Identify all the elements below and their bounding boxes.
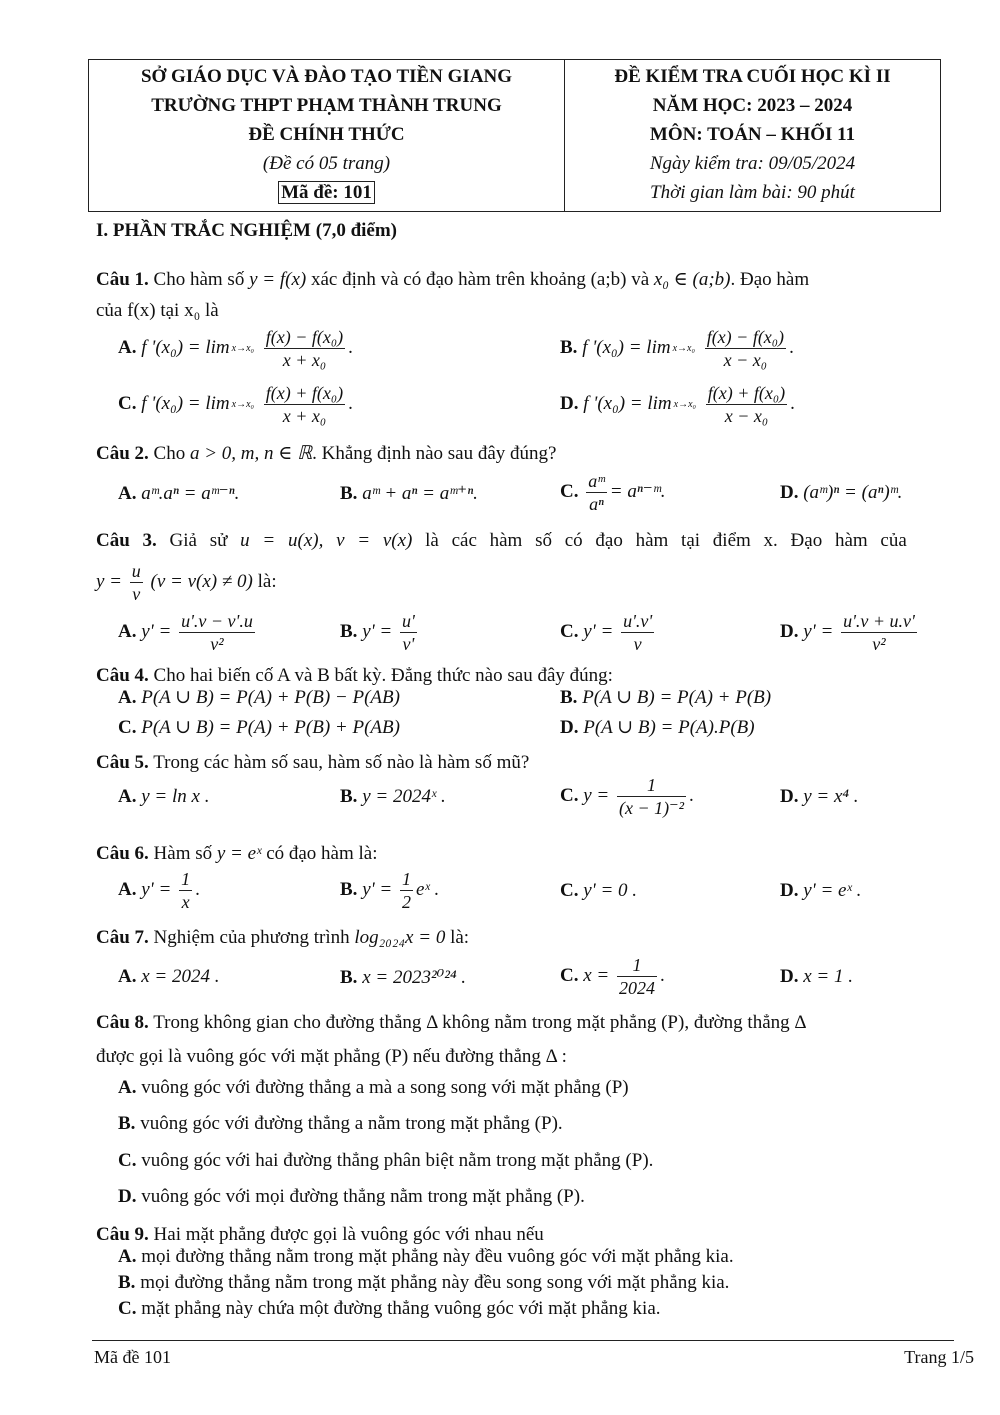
q9-option-a[interactable] <box>118 1246 734 1268</box>
option-letter: C. <box>560 480 579 502</box>
option-letter: D. <box>780 620 799 642</box>
option-text: vuông góc với đường thẳng a mà a song song với mặt phẳng (P) <box>141 1077 629 1098</box>
denominator: v <box>132 584 141 604</box>
math-expr: y' = <box>141 878 172 900</box>
question-text: Giả sử <box>169 530 228 551</box>
punct: . <box>348 336 353 358</box>
denominator: aⁿ <box>589 494 604 514</box>
math-expr: y = 2024ˣ . <box>362 786 446 807</box>
question-text: Hai mặt phẳng được gọi là vuông góc với nhau nếu <box>153 1224 544 1245</box>
fraction <box>179 868 192 913</box>
math-expr: P(A ∪ B) = P(A) + P(B) − P(AB) <box>141 687 400 708</box>
punct: . <box>790 392 795 414</box>
math-expr: y' = <box>362 878 393 900</box>
option-letter: D. <box>560 717 579 738</box>
option-text: mặt phẳng này chứa một đường thẳng vuông góc với mặt phẳng kia. <box>141 1298 661 1319</box>
q8-option-a[interactable] <box>118 1077 629 1099</box>
fraction <box>706 382 787 427</box>
q1-option-d[interactable] <box>560 382 795 427</box>
denominator: x + x₀ <box>282 406 327 426</box>
question-8 <box>96 1009 954 1036</box>
question-label: Câu 4. <box>96 665 149 686</box>
q5-option-a[interactable] <box>118 786 209 808</box>
math-expr: f '(x₀) = lim <box>141 336 230 358</box>
option-letter: D. <box>118 1186 137 1207</box>
school-name: TRƯỜNG THPT PHẠM THÀNH TRUNG <box>151 95 502 116</box>
denominator: x + x₀ <box>282 350 327 370</box>
question-text: Cho <box>153 443 186 464</box>
question-3-cont <box>96 560 277 605</box>
math-expr: a > 0, m, n ∈ ℝ <box>189 443 313 464</box>
denominator: x <box>181 892 190 912</box>
option-letter: A. <box>118 966 137 987</box>
numerator: f(x) + f(x₀) <box>265 383 344 403</box>
question-text: Cho hai biến cố A và B bất kỳ. Đẳng thức nào sau đây đúng: <box>153 665 613 686</box>
lim-subscript: x→x₀ <box>231 398 254 410</box>
math-expr: y' = eˣ . <box>803 880 862 901</box>
school-year: NĂM HỌC: 2023 – 2024 <box>652 95 853 116</box>
fraction <box>264 382 345 427</box>
q4-option-d[interactable] <box>560 716 755 739</box>
footer-divider <box>92 1340 954 1341</box>
fraction <box>617 774 686 819</box>
math-expr: x₀ ∈ (a;b) <box>653 269 731 290</box>
denominator: 2 <box>402 892 412 912</box>
math-expr: P(A ∪ B) = P(A) + P(B) <box>582 687 772 708</box>
math-expr: eˣ . <box>416 878 440 900</box>
punct: . <box>689 784 694 806</box>
q7-option-c[interactable] <box>560 954 665 999</box>
lim-subscript: x→x₀ <box>672 342 695 354</box>
fraction <box>400 610 417 655</box>
option-letter: D. <box>780 966 799 987</box>
question-text: Hàm số <box>153 843 213 864</box>
option-letter: B. <box>340 483 358 504</box>
numerator: 1 <box>181 869 191 889</box>
question-2 <box>96 440 954 467</box>
q4-option-c[interactable] <box>118 716 400 739</box>
question-text: Cho hàm số <box>153 269 245 290</box>
option-letter: C. <box>560 880 579 901</box>
question-7 <box>96 924 954 951</box>
option-letter: A. <box>118 786 137 807</box>
math-expr: y' = <box>362 620 393 642</box>
math-expr: y = x⁴ . <box>803 786 859 807</box>
option-letter: D. <box>780 786 799 807</box>
punct: . <box>789 336 794 358</box>
section-title: I. PHẦN TRẮC NGHIỆM (7,0 điểm) <box>96 220 398 241</box>
option-text: vuông góc với mọi đường thẳng nằm trong mặt phẳng (P). <box>141 1186 585 1207</box>
denominator: x − x₀ <box>724 406 769 426</box>
fraction <box>130 560 143 605</box>
option-letter: C. <box>560 620 579 642</box>
option-letter: C. <box>118 392 137 414</box>
question-text: Nghiệm của phương trình <box>153 927 350 948</box>
fraction <box>264 326 345 371</box>
math-expr: y' = <box>583 620 614 642</box>
q4-option-b[interactable] <box>560 686 771 709</box>
option-letter: A. <box>118 483 137 504</box>
denominator: x − x₀ <box>723 350 768 370</box>
q3-option-c[interactable] <box>560 610 657 655</box>
question-label: Câu 9. <box>96 1224 149 1245</box>
department-name: SỞ GIÁO DỤC VÀ ĐÀO TẠO TIỀN GIANG <box>140 66 513 87</box>
fraction <box>179 610 255 655</box>
q9-option-b[interactable] <box>118 1272 729 1294</box>
numerator: u'.v + u.v' <box>843 611 915 631</box>
q8-option-c[interactable] <box>118 1150 653 1172</box>
option-text: vuông góc với hai đường thẳng phân biệt nằm trong mặt phẳng (P). <box>141 1150 654 1171</box>
option-letter: B. <box>118 1113 136 1134</box>
question-label: Câu 6. <box>96 843 149 864</box>
q6-option-b[interactable] <box>340 868 439 913</box>
numerator: u' <box>402 611 415 631</box>
lim-subscript: x→x₀ <box>673 398 696 410</box>
question-text: . Đạo hàm <box>730 269 810 290</box>
option-text: vuông góc với đường thẳng a nằm trong mặt phẳng (P). <box>140 1113 563 1134</box>
question-text: là các hàm số có đạo hàm tại điểm x. Đạo hàm của <box>425 530 907 551</box>
punct: . <box>348 392 353 414</box>
question-5 <box>96 749 954 776</box>
fraction <box>621 610 654 655</box>
q6-option-c[interactable] <box>560 880 637 902</box>
question-1-cont: của f(x) tại x₀ là <box>96 300 219 321</box>
official-label: ĐỀ CHÍNH THỨC <box>248 124 405 145</box>
header-right <box>565 60 941 212</box>
exam-date: Ngày kiểm tra: 09/05/2024 <box>649 153 856 174</box>
q5-option-c[interactable] <box>560 774 694 819</box>
q3-option-d[interactable] <box>780 610 920 655</box>
q8-option-b[interactable] <box>118 1113 563 1135</box>
lim-subscript: x→x₀ <box>231 342 254 354</box>
math-expr: aᵐ + aⁿ = aᵐ⁺ⁿ. <box>362 483 478 504</box>
q6-option-a[interactable] <box>118 868 200 913</box>
exam-title: ĐỀ KIỂM TRA CUỐI HỌC KÌ II <box>614 66 891 87</box>
math-expr: f '(x₀) = lim <box>582 336 671 358</box>
denominator: v² <box>210 634 224 654</box>
numerator: f(x) − f(x₀) <box>706 327 785 347</box>
math-expr: aᵐ.aⁿ = aᵐ⁻ⁿ. <box>141 483 240 504</box>
question-text: có đạo hàm là: <box>266 843 378 864</box>
question-label: Câu 5. <box>96 752 149 773</box>
math-expr: x = <box>583 964 610 986</box>
option-text: mọi đường thẳng nằm trong mặt phẳng này đều song song với mặt phẳng kia. <box>140 1272 730 1293</box>
numerator: f(x) − f(x₀) <box>265 327 344 347</box>
fraction <box>841 610 917 655</box>
math-expr: u = u(x), v = v(x) <box>240 530 413 551</box>
option-letter: B. <box>340 878 358 900</box>
footer-exam-code: Mã đề 101 <box>94 1347 171 1367</box>
q1-option-b[interactable] <box>560 326 794 371</box>
option-letter: B. <box>560 336 578 358</box>
question-text: . Khẳng định nào sau đây đúng? <box>312 443 557 464</box>
fraction <box>705 326 786 371</box>
option-text: mọi đường thẳng nằm trong mặt phẳng này đều vuông góc với mặt phẳng kia. <box>141 1246 734 1267</box>
q5-option-b[interactable] <box>340 786 446 808</box>
option-letter: A. <box>118 1077 137 1098</box>
question-text: là: <box>257 570 277 592</box>
option-letter: B. <box>560 687 578 708</box>
exam-header <box>88 59 941 212</box>
question-label: Câu 2. <box>96 443 149 464</box>
denominator: 2024 <box>619 978 655 998</box>
math-expr: f '(x₀) = lim <box>141 392 230 414</box>
option-letter: C. <box>118 1150 137 1171</box>
numerator: f(x) + f(x₀) <box>707 383 786 403</box>
q9-option-c[interactable] <box>118 1298 661 1320</box>
numerator: u <box>131 561 141 581</box>
option-letter: A. <box>118 878 137 900</box>
denominator: (x − 1)⁻² <box>619 798 685 818</box>
exam-code-box: Mã đề: 101 <box>278 181 375 204</box>
q2-option-a[interactable] <box>118 482 239 505</box>
question-label: Câu 3. <box>96 530 157 551</box>
q3-option-a[interactable] <box>118 610 258 655</box>
option-letter: B. <box>340 967 358 988</box>
option-letter: C. <box>560 964 579 986</box>
math-expr: y = <box>583 784 610 806</box>
punct: . <box>660 964 665 986</box>
math-expr: (aᵐ)ⁿ = (aⁿ)ᵐ. <box>803 482 903 503</box>
math-expr: y = eˣ <box>216 843 262 864</box>
question-label: Câu 8. <box>96 1012 149 1033</box>
q7-option-d[interactable] <box>780 966 853 988</box>
math-expr: y' = 0 . <box>583 880 638 901</box>
q7-option-b[interactable] <box>340 966 466 989</box>
punct: . <box>195 878 200 900</box>
option-letter: D. <box>780 880 799 901</box>
q2-option-c[interactable] <box>560 470 666 515</box>
q7-option-a[interactable] <box>118 966 220 988</box>
option-letter: B. <box>340 620 358 642</box>
question-6 <box>96 840 954 867</box>
math-expr: P(A ∪ B) = P(A) + P(B) + P(AB) <box>141 717 400 738</box>
option-letter: D. <box>780 482 799 503</box>
numerator: 1 <box>402 869 412 889</box>
fraction <box>617 954 657 999</box>
numerator: u'.v − v'.u <box>181 611 253 631</box>
option-letter: C. <box>118 717 137 738</box>
fraction <box>586 470 607 515</box>
question-text: Trong các hàm số sau, hàm số nào là hàm số mũ? <box>153 752 530 773</box>
q6-option-d[interactable] <box>780 880 861 902</box>
option-letter: B. <box>118 1272 136 1293</box>
question-9 <box>96 1221 954 1248</box>
numerator: 1 <box>617 954 657 977</box>
q3-option-b[interactable] <box>340 610 420 655</box>
q5-option-d[interactable] <box>780 786 859 808</box>
footer-page-number: Trang 1/5 <box>904 1347 974 1367</box>
denominator: v <box>633 634 642 654</box>
fraction <box>400 868 413 913</box>
option-letter: B. <box>340 786 358 807</box>
question-text: xác định và có đạo hàm trên khoảng (a;b) và <box>310 269 650 290</box>
option-letter: A. <box>118 620 137 642</box>
math-expr: x = 2024 . <box>141 966 220 987</box>
option-letter: A. <box>118 336 137 358</box>
math-expr: f '(x₀) = lim <box>583 392 672 414</box>
option-letter: D. <box>560 392 579 414</box>
question-text: là: <box>450 927 470 948</box>
question-label: Câu 7. <box>96 927 149 948</box>
option-letter: A. <box>118 1246 137 1267</box>
option-letter: A. <box>118 687 137 708</box>
denominator: v' <box>402 634 415 654</box>
question-1 <box>96 266 954 293</box>
q2-option-d[interactable] <box>780 482 902 504</box>
q8-option-d[interactable] <box>118 1186 585 1208</box>
question-4 <box>96 662 954 689</box>
option-letter: C. <box>560 784 579 806</box>
math-expr: P(A ∪ B) = P(A).P(B) <box>583 717 755 738</box>
question-3 <box>96 527 954 554</box>
page-count-note: (Đề có 05 trang) <box>262 153 391 174</box>
question-8-cont: được gọi là vuông góc với mặt phẳng (P) nếu đường thẳng Δ : <box>96 1046 567 1067</box>
question-label: Câu 1. <box>96 269 149 290</box>
q1-option-a[interactable] <box>118 326 353 371</box>
math-expr: y' = <box>803 620 834 642</box>
numerator: aᵐ <box>588 471 605 491</box>
option-letter: C. <box>118 1298 137 1319</box>
denominator: v² <box>872 634 886 654</box>
math-expr: x = 1 . <box>803 966 853 987</box>
exam-duration: Thời gian làm bài: 90 phút <box>650 182 855 203</box>
q2-option-b[interactable] <box>340 482 478 505</box>
math-expr: = aⁿ⁻ᵐ. <box>609 480 666 502</box>
math-expr: y = ln x . <box>141 786 210 807</box>
numerator: 1 <box>617 774 686 797</box>
math-expr: y' = <box>141 620 172 642</box>
q4-option-a[interactable] <box>118 686 400 709</box>
question-text: Trong không gian cho đường thẳng Δ không nằm trong mặt phẳng (P), đường thẳng Δ <box>153 1012 807 1033</box>
header-left <box>89 60 565 212</box>
math-expr: (v = v(x) ≠ 0) <box>150 570 253 592</box>
subject: MÔN: TOÁN – KHỐI 11 <box>649 124 856 145</box>
math-expr: x = 2023²⁰²⁴ . <box>362 967 467 988</box>
numerator: u'.v' <box>623 611 653 631</box>
math-expr: log₂₀₂₄x = 0 <box>354 927 446 948</box>
math-expr: y = f(x) <box>249 269 307 290</box>
math-expr: y = <box>96 570 123 592</box>
q1-option-c[interactable] <box>118 382 353 427</box>
